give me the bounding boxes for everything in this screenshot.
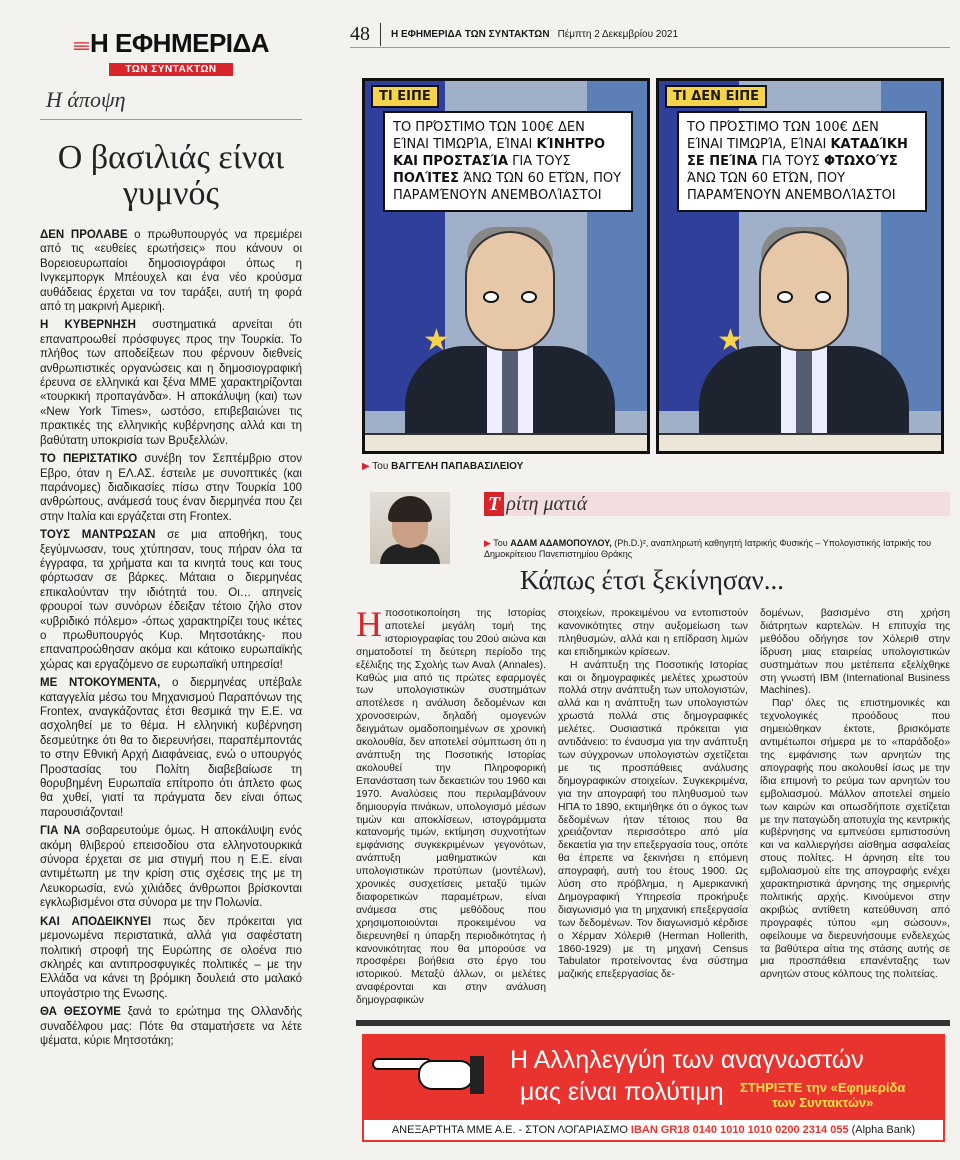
speech-bubble	[677, 111, 927, 212]
cartoon-panel-left	[362, 78, 650, 454]
page-number: 48	[350, 23, 381, 46]
hand-cuff	[470, 1056, 484, 1094]
credit-name: ΒΑΓΓΕΛΗ ΠΑΠΑΒΑΣΙΛΕΙΟΥ	[391, 461, 524, 472]
paragraph-text: σοβαρευτούμε όμως. Η αποκάλυψη ενός ακόμη θλιβερού επεισοδίου στα ελληνοτουρκικά σύνορα έρχεται σε μια στιγμή που η Ε.Ε. είναι αντιμέτωπη με την κρίση στις σχέσεις της με τη Λευκορωσία, ενώ χιλιάδες άνθρωποι βρίσκονται εγκλωβισμένοι στα σύνορα με την Πολωνία.	[40, 825, 303, 910]
bubble-bold: ΚΑΤΑΔΊΚΗ ΣΕ ΠΕΊΝΑ	[687, 137, 908, 169]
paragraph-lead: ΚΑΙ ΑΠΟΔΕΙΚΝΥΕΙ	[40, 915, 152, 928]
bubble-text: ΆΝΩ ΤΩΝ 60 ΕΤΏΝ, ΠΟΥ ΠΑΡΑΜΈΝΟΥΝ ΑΝΕΜΒΟΛΊΑΣΤΟΙ	[687, 171, 896, 203]
bubble-text: ΓΙΑ ΤΟΥΣ	[508, 154, 571, 169]
figure-face	[759, 231, 849, 351]
hand-palm	[418, 1060, 474, 1090]
desk	[659, 433, 941, 451]
figure-face	[465, 231, 555, 351]
opinion-column-1	[356, 604, 546, 1008]
cartoon-tag: ΤΙ ΕΙΠΕ	[371, 85, 439, 108]
byline-rest: (Ph.D.)², αναπληρωτή καθηγητή Ιατρικής Φυσικής – Υπολογιστικής Ιατρικής του Δημοκρίτειου Πανεπιστημίου Θράκης	[484, 538, 932, 559]
figure-eye	[777, 291, 793, 303]
editorial-paragraph	[40, 1005, 302, 1048]
paragraph-text: συστηματικά αρνείται ότι επαναπροωθεί πρόσφυγες προς την Τουρκία. Το πλήθος των αποδείξεων που φέρνουν διεθνείς ανθρωπιστικές οργανώσεις και η δημοσιογραφική έρευνα σε ελληνικά και ξένα ΜΜΕ χαρακτηρίζονται «τουρκική προπαγάνδα». Η αποκάλυψη (και) των «New York Times», ωστόσο, επιβεβαιώνει τις πρακτικές της ελληνικής κυβέρνησης αλλά και τη βαθύτατη υποκρισία των Βρυξελλών.	[40, 319, 302, 447]
bubble-text: ΓΙΑ ΤΟΥΣ	[757, 154, 825, 169]
editorial-paragraph	[40, 452, 302, 524]
byline-prefix: Του	[493, 538, 511, 548]
page-header	[350, 22, 950, 48]
star-icon: ★	[717, 324, 744, 357]
issue-date: Πέμπτη 2 Δεκεμβρίου 2021	[557, 29, 679, 40]
bubble-bold: ΦΤΩΧΟΎΣ	[824, 154, 898, 169]
support-line: των Συντακτών»	[771, 1095, 874, 1110]
bubble-bold: ΠΟΛΊΤΕΣ	[393, 171, 459, 186]
paragraph-text: ο διερμηνέας υπέβαλε καταγγελία μέσω του Μηχανισμού Παραπόνων της Frontex, αναγκάζοντας έτσι θεσμικά την Ε.Ε. να ασχοληθεί με το θέμα. Η ελληνική κυβέρνηση δεσμεύτηκε ότι θα το διερευνήσει, παραπέμποντάς το στην Εθνική Αρχή Διαφάνειας, ενώ ο υπουργός Προστασίας του Πολίτη διαβεβαίωσε τη θορυβημένη Ευρωπαϊα επίτροπο ότι άπλετο φως θα χυθεί, γιατί τα πράγματα δεν είναι όπως παρουσιάζονται!	[40, 677, 302, 819]
drop-cap: Η	[356, 604, 382, 644]
arrow-icon: ▶	[484, 538, 494, 548]
opinion-title: Κάπως έτσι ξεκίνησαν...	[520, 565, 784, 595]
figure-eye	[483, 291, 499, 303]
section-label: Η άποψη	[40, 87, 302, 120]
paragraph-lead: ΘΑ ΘΕΣΟΥΜΕ	[40, 1006, 121, 1019]
iban-label: IBAN	[630, 1124, 658, 1136]
paragraph-lead: ΜΕ ΝΤΟΚΟΥΜΕΝΤΑ,	[40, 677, 161, 690]
speech-bubble	[383, 111, 633, 212]
section-rest: ρίτη ματιά	[506, 492, 588, 515]
bubble-text: ΤΟ ΠΡΌΣΤΙΜΟ ΤΩΝ 100€ ΔΕΝ ΕΊΝΑΙ ΤΙΜΩΡΊΑ, ΕΊΝΑΙ	[687, 120, 879, 152]
cartoon-credit	[362, 461, 523, 472]
column-text: δομένων, βασισμένο στη χρήση διάτρητων καρτελών. Η επιτυχία της μεθόδου οδήγησε τον Χόλεριθ στην ίδρυση μιας εταιρείας υπολογιστικών συστημάτων που μετέπειτα εξελίχθηκε στη γνωστή IBM (International Business Machines).	[760, 608, 950, 697]
divider	[356, 1020, 950, 1026]
editorial-column	[40, 28, 302, 1052]
paragraph-lead: ΔΕΝ ΠΡΟΛΑΒΕ	[40, 229, 128, 241]
opinion-body	[356, 604, 950, 1008]
credit-prefix: Του	[372, 461, 392, 472]
editorial-paragraph	[40, 528, 302, 672]
column-text: στοιχείων, προκειμένου να εντοπιστούν κανονικότητες στην αυξομείωση των πληθυσμών, αλλά και η επίδραση λιμών και επιδημικών κρίσεων.	[558, 608, 748, 658]
logo-stripes-icon: ≡≡	[72, 36, 86, 56]
editorial-paragraph	[40, 824, 302, 910]
paragraph-text: ξανά το ερώτημα της Ολλανδής συναδέλφου μας: Πότε θα σταματήσετε να λέτε ψέματα, κύριε Μητσοτάκη;	[40, 1006, 303, 1047]
column-text: Η ανάπτυξη της Ποσοτικής Ιστορίας και οι δημογραφικές μελέτες χρωστούν πολλά στην ανάπτυξη των υπολογιστών, αλλά και η ανάπτυξη των υπολογιστών χρωστά πολλά στις δημογραφικές μελέτες. Ουσιαστικά πρόκειται για αντιδάνειο: το έναυσμα για την ανάπτυξη των σύγχρονων υπολογιστών σχετίζεται με τις προσπάθειες ανάλυσης δημογραφικών στοιχείων. Συγκεκριμένα, για την απογραφή του πληθυσμού των ΗΠΑ το 1890, εκτιμήθηκε ότι ο όγκος των δεδομένων ήταν τέτοιος που θα χρειάζονταν περισσότερο από μία δεκαετία για την επεξεργασία τους, οπότε θα έπρεπε να ξεκινήσει η επόμενη απογραφή, αυτή του έτους 1900. Ως λύση στο πρόβλημα, η Αμερικανική Δημογραφική Υπηρεσία προκήρυξε διαγωνισμό για τη μηχανική επεξεργασία των δεδομένων. Τον διαγωνισμό κέρδισε ο Χέρμαν Χόλεριθ (Herman Hollerith, 1860-1929) με τη μηχανή Census Tabulator προτείνοντας ένα σύστημα μαζικής επεξεργασίας δε-	[558, 659, 748, 981]
masthead-logo	[40, 28, 302, 77]
editorial-body	[40, 228, 302, 1048]
paragraph-lead: ΓΙΑ ΝΑ	[40, 825, 81, 838]
column-text: Παρ' όλες τις επιστημονικές και τεχνολογικές προόδους που σημειώθηκαν έκτοτε, βρισκόματε αντιμέτωποι σήμερα με το «παράδοξο» της εμφάνισης των αρνητών της απογραφής που ακολουθεί ίσως με την ίδια επιμονή το ρεύμα των αρνητών του εμβολιασμού. Μάλλον αποτελεί σημείο των καιρών και οπωσδήποτε σχετίζεται με την παταγώδη αποτυχία της κεντρικής κυβέρνησης να εμπνεύσει εμπιστοσύνη και να καλλιεργήσει αίσθημα ασφαλείας στους πολίτες. Η άρνηση είτε του εμβολιασμού είτε της απογραφής ενέχει χαρακτηριστικά άρνησης της σημερινής πολιτικής αρχής. Κινούμενοι στην ακριβώς αντίθετη κατεύθυνση από προγραφές τύπου «μη σώσουν», οφείλουμε να διερευνήσουμε ενδελεχώς τα βαθύτερα αίτια της στάσης αυτής σε μια προσπάθεια επανένταξης των αρνητών στους κόλπους της πολιτείας.	[760, 698, 950, 981]
figure-eye	[815, 291, 831, 303]
opinion-section-title	[484, 492, 950, 516]
ad-headline: Η Αλληλεγγύη των αναγνωστών	[510, 1046, 864, 1074]
opinion-column-3	[760, 608, 950, 1008]
arrow-icon: ▶	[362, 461, 373, 472]
column-text: ποσοτικοποίηση της Ιστορίας αποτελεί μεγάλη τομή της ιστοριογραφίας του 20ού αιώνα και σηματοδοτεί τη δεύτερη περίοδο της εξέλιξης της Σχολής των Αναλ (Annales). Καθώς μια από τις πρώτες εφαρμογές των υπολογιστικών συστημάτων αποτέλεσε η ανάλυση δεδομένων και χρονοσειρών, δηλαδή ομογενών δειγμάτων ομαδοποιημένων σε χρονική ακολουθία, δεν αποτελεί σύμπτωση ότι η ανάπτυξη της Ποσοτικής Ιστορίας ακολουθεί την Πληροφορική Επανάσταση των δεκαετιών του 1960 και 1970. Αναλύσεις που περιλαμβάνουν δημιουργία πινάκων, υπολογισμό μέσων τιμών και αποκλίσεων, ιστογράμματα κατανομής τιμών, εκτίμηση συχνοτήτων εμφάνισης συγκεκριμένων γεγονότων, ανάπτυξη μαθηματικών και υπολογιστικών προτύπων (μοντέλων), χρονικές συσχετίσεις μεταξύ τιμών διαφορετικών παραμέτρων, είναι ανάμεσα στις μεθόδους που χρησιμοποιούνται προκειμένου να διερευνηθεί η ύπαρξη περιοδικότητας ή κανονικότητας που θα μπορούσε να προσφέρει βοήθεια στο έργο του ιστορικού. Μεταξύ άλλων, οι μελέτες αναφέρονται και στην ανάλυση δημογραφικών	[356, 608, 546, 1007]
paragraph-lead: Η ΚΥΒΕΡΝΗΣΗ	[40, 319, 136, 332]
editorial-paragraph	[40, 318, 302, 448]
editorial-paragraph	[40, 915, 302, 1001]
photo-hair	[388, 496, 432, 522]
figure-eye	[521, 291, 537, 303]
opinion-byline	[484, 538, 950, 560]
author-photo	[370, 492, 450, 564]
paragraph-lead: ΤΟ ΠΕΡΙΣΤΑΤΙΚΟ	[40, 453, 138, 466]
ad-account-bar	[362, 1118, 945, 1142]
support-line: ΣΤΗΡΙΞΤΕ την «Εφημερίδα	[740, 1080, 906, 1095]
paper-name: Η ΕΦΗΜΕΡΙΔΑ ΤΩΝ ΣΥΝΤΑΚΤΩΝ	[391, 29, 550, 40]
paragraph-text: σε μια αποθήκη, τους ξεγύμνωσαν, τους χτύπησαν, τους πήραν όλα τα έγγραφα, τα χρήματα και τα κινητά τους και τους φόρτωσαν σε βάρκες. Μάταια ο διερμηνέας επικαλούνταν την ιδιότητά του. Οι… απηνείς φρουροί των συνόρων έδειξαν τέτοιο ζήλο στον «υβριδικό πόλεμο» -όπως χαρακτηρίζει τους ικέτες ο πρωθυπουργός Κυρ. Μητσοτάκης- που επαναπροώθησαν ακόμα και κάτοικο ευρωπαϊκής χώρας και εργαζόμενο σε ευρωπαϊκή υπηρεσία!	[40, 529, 303, 671]
paragraph-text: ο πρωθυπουργός να πρεμιέρει από τις «ευθείες ερωτήσεις» που κάνουν οι Βορειοευρωπαίοι δημοσιογράφοι όπως η Ινγκεμποργκ Μπέουχελ και ένα νέο κρούσμα αυθάδειας έρχεται να τον ταράξει, αυτή τη φορά από τη μακρινή Αμερική.	[40, 229, 302, 314]
section-cap: Τ	[484, 492, 504, 516]
iban-number: GR18 0140 1010 1010 0200 2314 055	[660, 1124, 849, 1136]
bubble-bold: ΚΊΝΗΤΡΟ ΚΑΙ ΠΡΟΣΤΑΣΊΑ	[393, 137, 606, 169]
pointing-hand-icon	[372, 1052, 482, 1094]
cartoon-panel-right	[656, 78, 944, 454]
cartoon-tag: ΤΙ ΔΕΝ ΕΙΠΕ	[665, 85, 767, 108]
bank-name: (Alpha Bank)	[851, 1124, 916, 1136]
editorial-title: Ο βασιλιάς είναι γυμνός	[57, 139, 285, 212]
solidarity-ad[interactable]	[362, 1034, 945, 1142]
ad-support	[740, 1080, 905, 1110]
bubble-text: ΤΟ ΠΡΌΣΤΙΜΟ ΤΩΝ 100€ ΔΕΝ ΕΊΝΑΙ ΤΙΜΩΡΊΑ, ΕΊΝΑΙ	[393, 120, 585, 152]
paragraph-lead: ΤΟΥΣ ΜΑΝΤΡΩΣΑΝ	[40, 529, 156, 542]
byline-name: ΑΔΑΜ ΑΔΑΜΟΠΟΥΛΟΥ,	[510, 538, 612, 548]
star-icon: ★	[423, 324, 450, 357]
desk	[365, 433, 647, 451]
ad-subheadline: μας είναι πολύτιμη	[520, 1078, 724, 1106]
editorial-paragraph	[40, 228, 302, 314]
logo-brand: Η ΕΦΗΜΕΡΙΔΑ	[90, 28, 269, 58]
opinion-column-2	[558, 608, 748, 1008]
editorial-paragraph	[40, 676, 302, 820]
logo-subtitle: ΤΩΝ ΣΥΝΤΑΚΤΩΝ	[109, 63, 232, 76]
bubble-text: ΆΝΩ ΤΩΝ 60 ΕΤΏΝ, ΠΟΥ ΠΑΡΑΜΈΝΟΥΝ ΑΝΕΜΒΟΛΊΑΣΤΟΙ	[393, 171, 622, 203]
paragraph-text: συνέβη τον Σεπτέμβριο στον Εβρο, όταν η ΕΛ.ΑΣ. έστειλε με συνοπτικές (και παράνομες) διαδικασίες πίσω στην Τουρκία 100 ανθρώπους, ανάμεσά τους έναν διερμηνέα που ζει στην Ιταλία και εργάζεται στη Frontex.	[40, 453, 302, 523]
paragraph-text: πως δεν πρόκειται για μεμονωμένα περιστατικά, αλλά για σαφέστατη πολιτική στροφή της Ευρώπης σε ολοένα πιο σκληρές και αντιπροσφυγικές πολιτικές – με την Ελλάδα να κάνει τη βρόμικη δουλειά στο μαλακό υπογάστριο της Ενωσης.	[40, 915, 302, 1000]
account-text: ΑΝΕΞΑΡΤΗΤΑ ΜΜΕ Α.Ε. - ΣΤΟΝ ΛΟΓΑΡΙΑΣΜΟ	[391, 1124, 628, 1136]
